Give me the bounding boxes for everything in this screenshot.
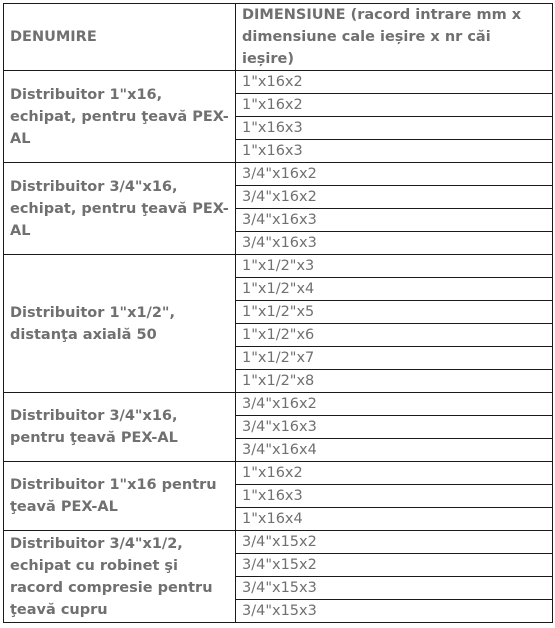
dimension-cell: 3/4"x15x3 <box>236 600 553 623</box>
dimension-cell: 1"x16x3 <box>236 140 553 163</box>
dimension-cell: 1"x1/2"x3 <box>236 255 553 278</box>
dimension-cell: 1"x16x3 <box>236 117 553 140</box>
product-name-cell: Distribuitor 3/4"x1/2, echipat cu robinet şi racord compresie pentru ţeavă cupru <box>4 531 236 623</box>
dimension-cell: 3/4"x15x3 <box>236 577 553 600</box>
product-spec-table <box>3 3 553 623</box>
dimension-cell: 3/4"x16x4 <box>236 439 553 462</box>
header-dimension: DIMENSIUNE (racord intrare mm x dimensiune cale ieșire x nr căi ieșire) <box>236 4 553 71</box>
dimension-cell: 1"x16x2 <box>236 94 553 117</box>
table-row <box>4 531 553 554</box>
product-name-cell: Distribuitor 3/4"x16, pentru ţeavă PEX-AL <box>4 393 236 462</box>
table-row <box>4 462 553 485</box>
dimension-cell: 1"x1/2"x7 <box>236 347 553 370</box>
product-name-cell: Distribuitor 3/4"x16, echipat, pentru ţeavă PEX-AL <box>4 163 236 255</box>
table-row <box>4 255 553 278</box>
dimension-cell: 3/4"x16x3 <box>236 416 553 439</box>
table-row <box>4 71 553 94</box>
product-name-cell: Distribuitor 1"x16, echipat, pentru ţeavă PEX-AL <box>4 71 236 163</box>
dimension-cell: 1"x1/2"x4 <box>236 278 553 301</box>
dimension-cell: 3/4"x15x2 <box>236 554 553 577</box>
product-name-cell: Distribuitor 1"x16 pentru ţeavă PEX-AL <box>4 462 236 531</box>
dimension-cell: 3/4"x16x3 <box>236 209 553 232</box>
table-body <box>4 71 553 623</box>
dimension-cell: 1"x16x2 <box>236 462 553 485</box>
dimension-cell: 1"x16x2 <box>236 71 553 94</box>
header-name: DENUMIRE <box>4 4 236 71</box>
table-row <box>4 393 553 416</box>
dimension-cell: 3/4"x16x2 <box>236 393 553 416</box>
dimension-cell: 3/4"x16x3 <box>236 232 553 255</box>
dimension-cell: 3/4"x16x2 <box>236 163 553 186</box>
dimension-cell: 1"x1/2"x8 <box>236 370 553 393</box>
table-header-row <box>4 4 553 71</box>
dimension-cell: 1"x1/2"x6 <box>236 324 553 347</box>
dimension-cell: 3/4"x16x2 <box>236 186 553 209</box>
dimension-cell: 1"x16x4 <box>236 508 553 531</box>
dimension-cell: 1"x16x3 <box>236 485 553 508</box>
table-row <box>4 163 553 186</box>
dimension-cell: 3/4"x15x2 <box>236 531 553 554</box>
product-name-cell: Distribuitor 1"x1/2", distanţa axială 50 <box>4 255 236 393</box>
dimension-cell: 1"x1/2"x5 <box>236 301 553 324</box>
